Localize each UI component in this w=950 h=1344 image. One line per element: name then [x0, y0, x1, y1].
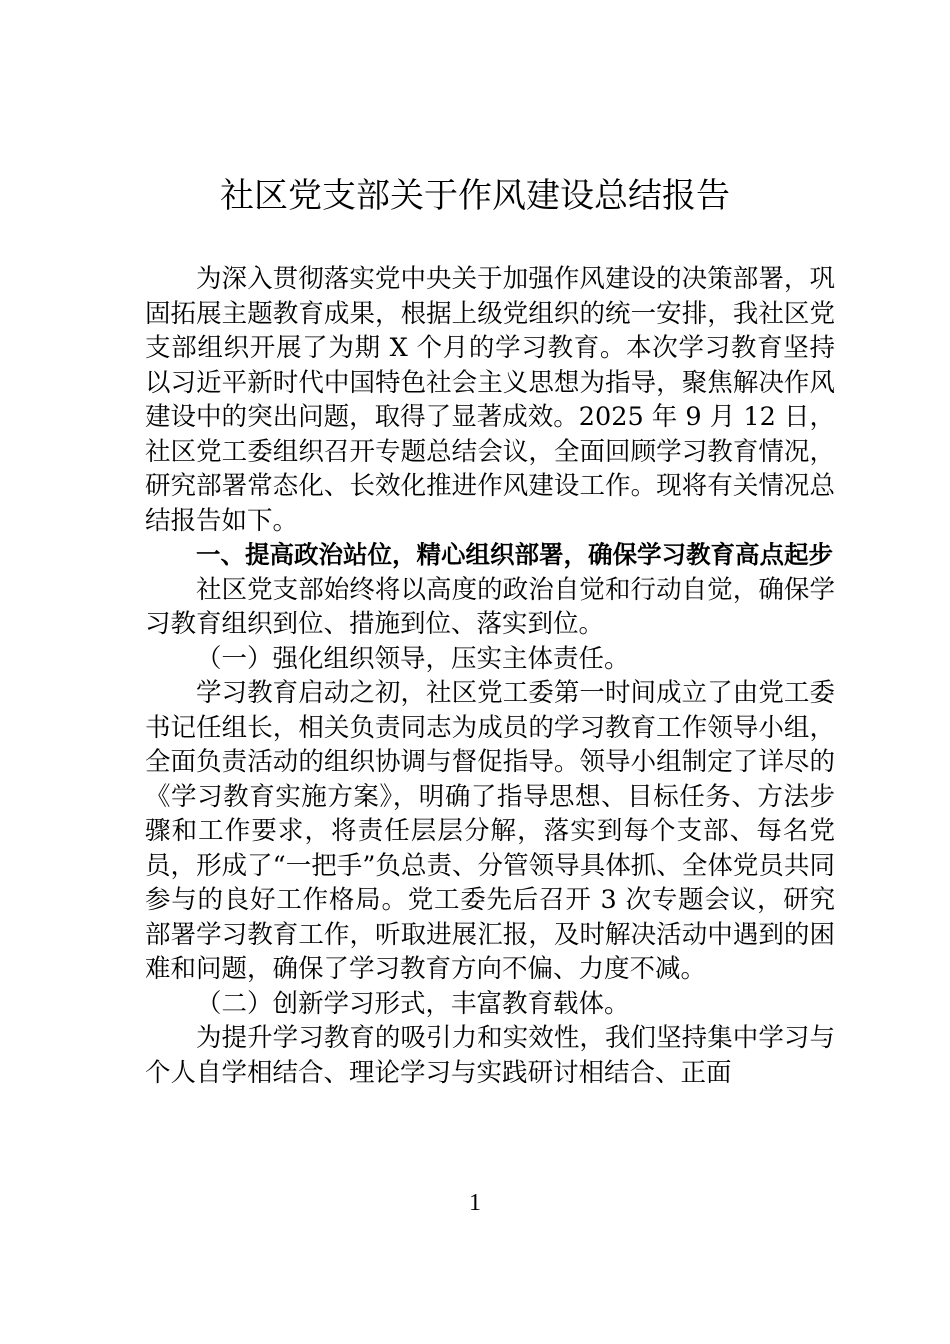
document-body [145, 262, 835, 1090]
intro-paragraph: 为深入贯彻落实党中央关于加强作风建设的决策部署，巩固拓展主题教育成果，根据上级党组织的统一安排，我社区党支部组织开展了为期 X 个月的学习教育。本次学习教育坚持以习近平新时代中国特色社会主义思想为指导，聚焦解决作风建设中的突出问题，取得了显著成效。2025 年 9 月 12 日，社区党工委组织召开专题总结会议，全面回顾学习教育情况，研究部署常态化、长效化推进作风建设工作。现将有关情况总结报告如下。 [145, 264, 835, 536]
subsection-2-paragraph: 为提升学习教育的吸引力和实效性，我们坚持集中学习与个人自学相结合、理论学习与实践研讨相结合、正面 [145, 1023, 835, 1088]
section-1-heading: 一、提高政治站位，精心组织部署，确保学习教育高点起步 [196, 540, 833, 569]
subsection-1-heading: （一）强化组织领导，压实主体责任。 [196, 643, 630, 674]
subsection-1-paragraph: 学习教育启动之初，社区党工委第一时间成立了由党工委书记任组长，相关负责同志为成员的学习教育工作领导小组，全面负责活动的组织协调与督促指导。领导小组制定了详尽的《学习教育实施方案》，明确了指导思想、目标任务、方法步骤和工作要求，将责任层层分解，落实到每个支部、每名党员，形成了“一把手”负总责、分管领导具体抓、全体党员共同参与的良好工作格局。党工委先后召开 3 次专题会议，研究部署学习教育工作，听取进展汇报，及时解决活动中遇到的困难和问题，确保了学习教育方向不偏、力度不减。 [145, 678, 835, 984]
subsection-2-heading: （二）创新学习形式，丰富教育载体。 [196, 988, 630, 1019]
section-1-intro-paragraph: 社区党支部始终将以高度的政治自觉和行动自觉，确保学习教育组织到位、措施到位、落实到位。 [145, 574, 835, 639]
document-title: 社区党支部关于作风建设总结报告 [220, 176, 730, 216]
page-number: 1 [469, 1190, 481, 1216]
